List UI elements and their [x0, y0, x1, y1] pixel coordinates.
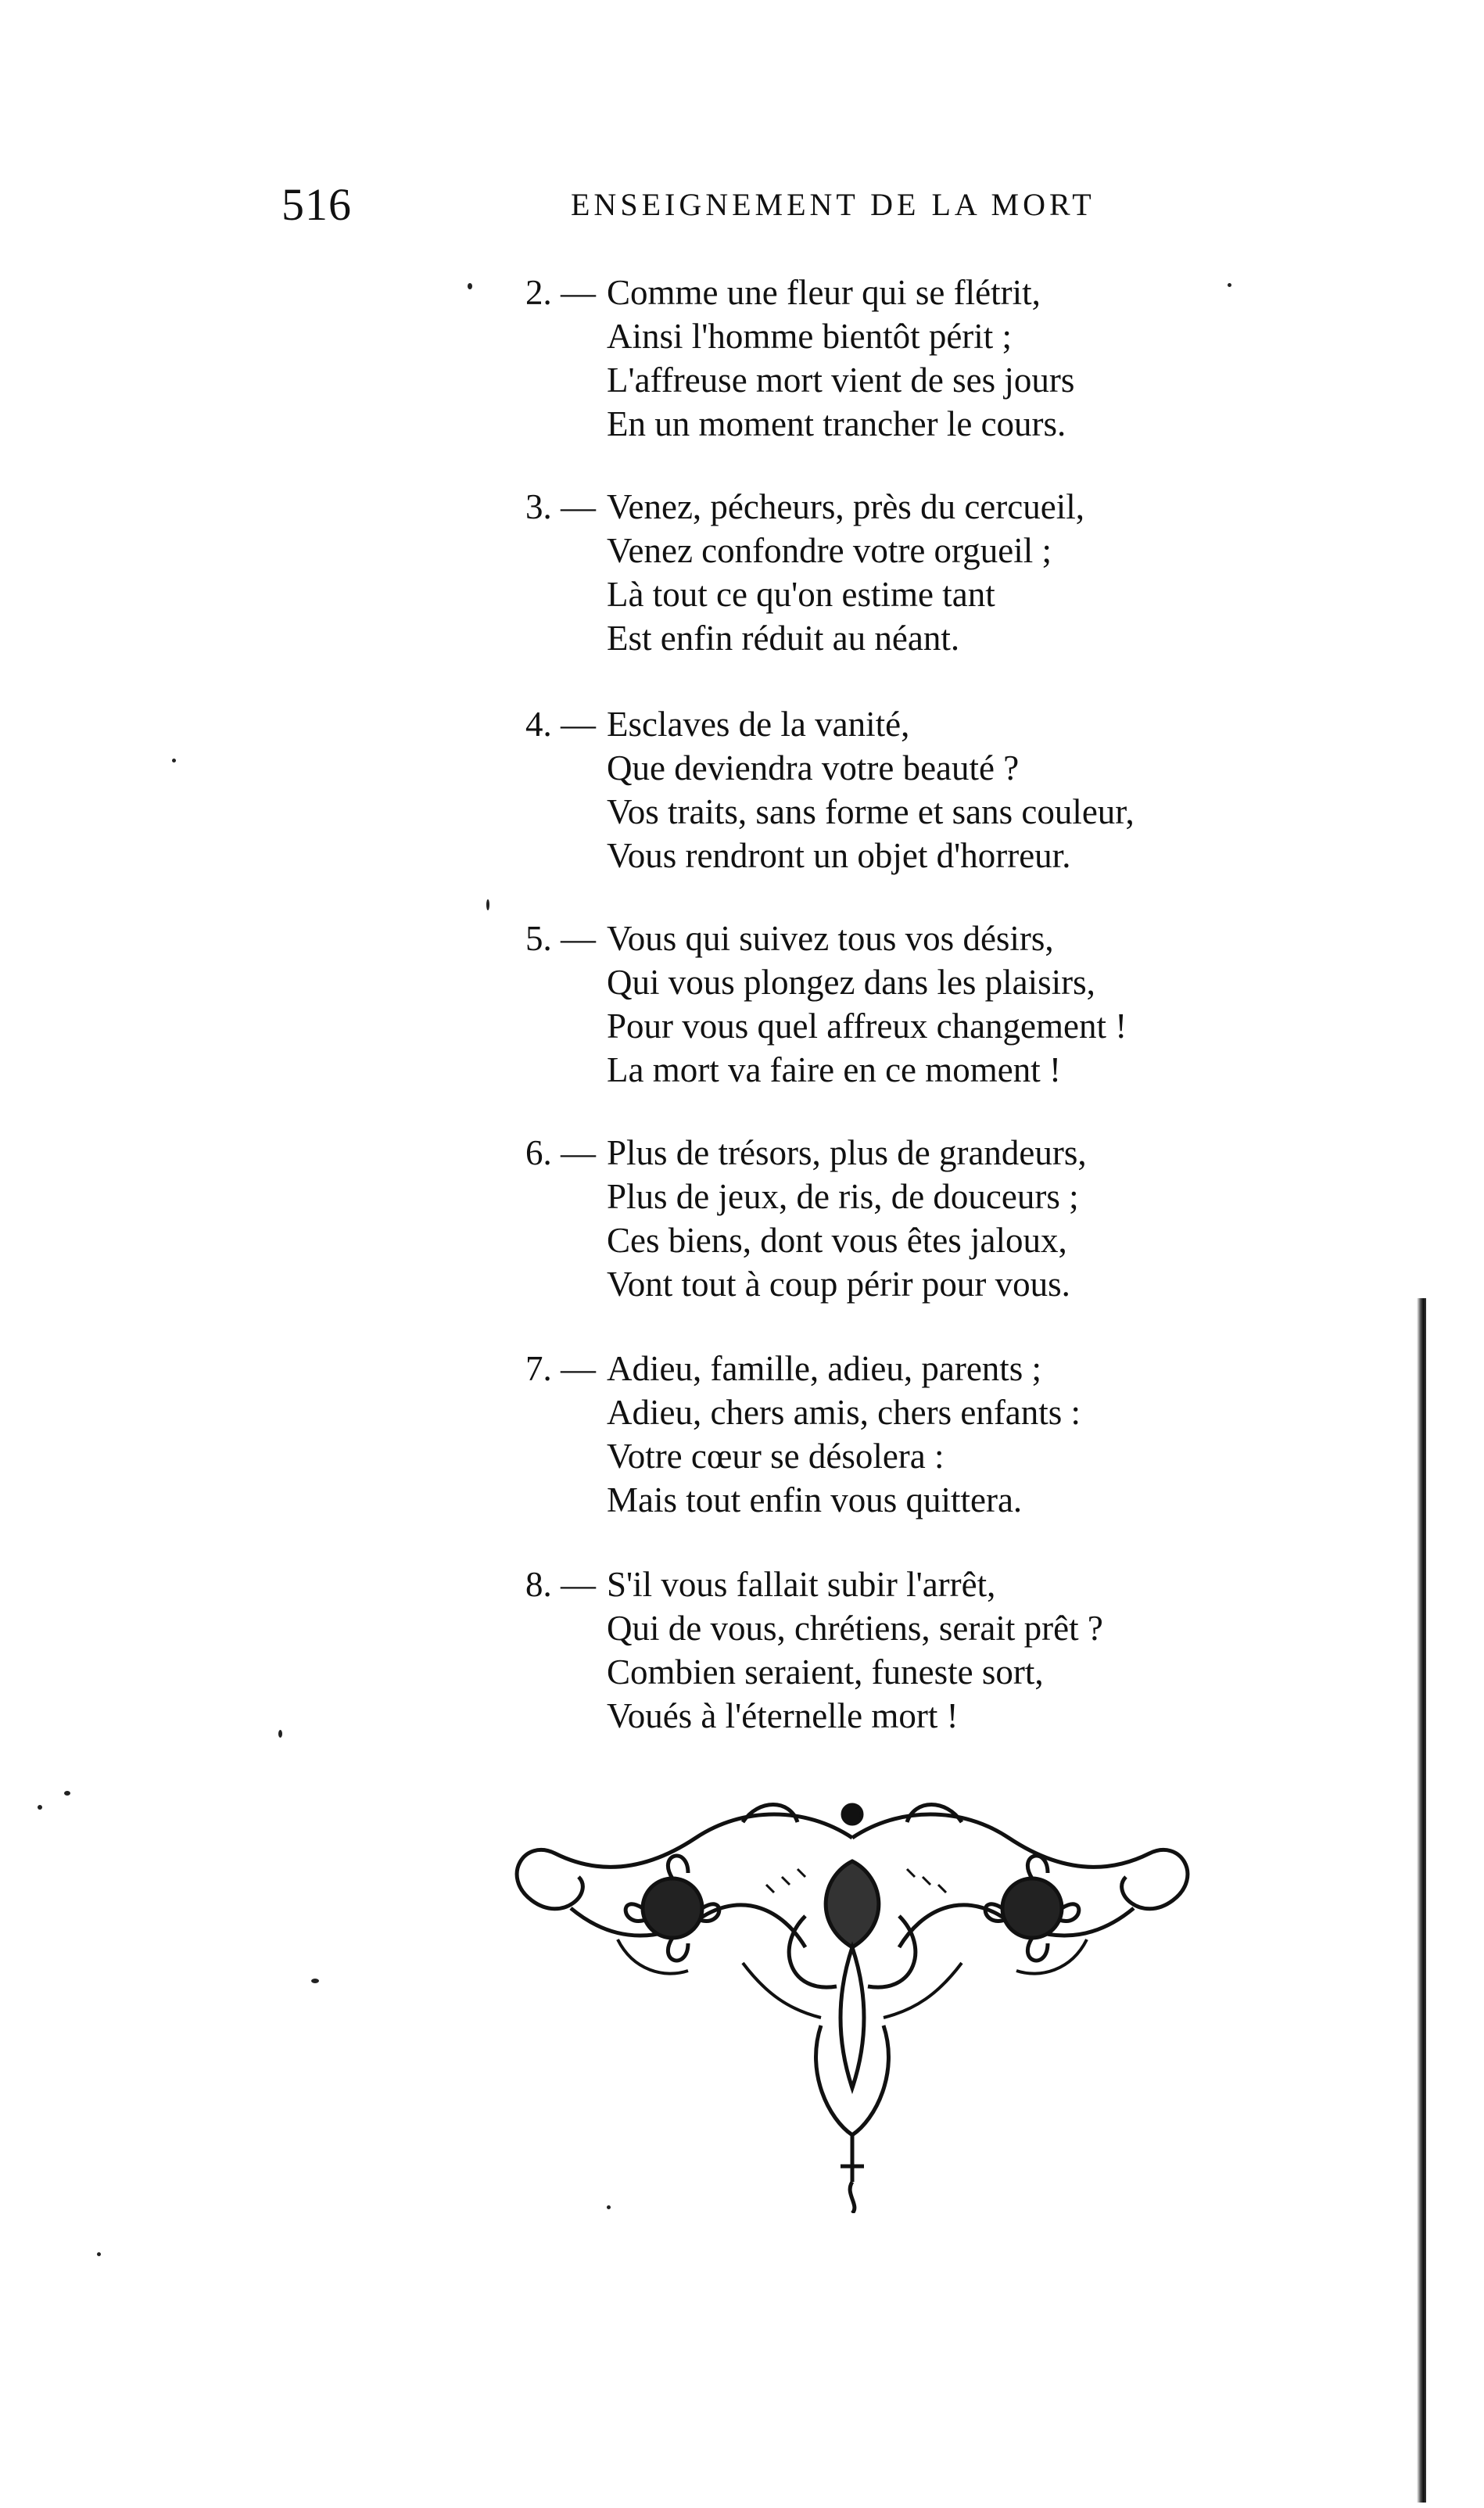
stanza-line: Là tout ce qu'on estime tant: [607, 575, 995, 614]
stanza-2: [525, 271, 1074, 446]
print-speck: [486, 899, 489, 910]
running-title: ENSEIGNEMENT DE LA MORT: [571, 187, 1095, 222]
stanza-line: Mais tout enfin vous quittera.: [607, 1480, 1023, 1520]
print-speck: [97, 2252, 101, 2256]
stanza-6: [525, 1131, 1087, 1306]
stanza-7: [525, 1347, 1081, 1522]
stanza-line: La mort va faire en ce moment !: [607, 1050, 1061, 1089]
stanza-line: Vont tout à coup périr pour vous.: [607, 1265, 1070, 1304]
stanza-line: Qui vous plongez dans les plaisirs,: [607, 963, 1095, 1002]
stanza-number: 4. —: [525, 705, 596, 744]
page-edge-shadow: [1417, 1298, 1426, 2503]
stanza-line: Pour vous quel affreux changement !: [607, 1006, 1127, 1046]
stanza-line: Vous rendront un objet d'horreur.: [607, 836, 1071, 875]
stanza-number: 7. —: [525, 1349, 596, 1388]
stanza-line: Vos traits, sans forme et sans couleur,: [607, 792, 1135, 831]
stanza-line: 6. — Plus de trésors, plus de grandeurs,: [525, 1131, 1087, 1175]
stanza-line: En un moment trancher le cours.: [607, 404, 1066, 443]
print-speck: [38, 1805, 42, 1810]
print-speck: [1228, 283, 1231, 287]
stanza-number: 8. —: [525, 1565, 596, 1604]
stanza-number: 2. —: [525, 273, 596, 312]
stanza-line: 2. — Comme une fleur qui se flétrit,: [525, 271, 1074, 314]
stanza-line: 5. — Vous qui suivez tous vos désirs,: [525, 917, 1127, 960]
floral-tailpiece-ornament-icon: [508, 1791, 1196, 2213]
print-speck: [172, 759, 176, 762]
stanza-line: Adieu, chers amis, chers enfants :: [607, 1393, 1081, 1432]
stanza-line: 8. — S'il vous fallait subir l'arrêt,: [525, 1563, 1103, 1606]
stanza-line: Que deviendra votre beauté ?: [607, 748, 1020, 788]
stanza-8: [525, 1563, 1103, 1738]
stanza-line: 4. — Esclaves de la vanité,: [525, 702, 1135, 746]
stanza-line: Est enfin réduit au néant.: [607, 619, 960, 658]
stanza-line: 7. — Adieu, famille, adieu, parents ;: [525, 1347, 1081, 1390]
stanza-line: Voués à l'éternelle mort !: [607, 1696, 959, 1735]
stanza-line: Ainsi l'homme bientôt périt ;: [607, 317, 1013, 356]
stanza-line: Qui de vous, chrétiens, serait prêt ?: [607, 1609, 1103, 1648]
stanza-number: 3. —: [525, 487, 596, 526]
stanza-number: 6. —: [525, 1133, 596, 1172]
stanza-line: Votre cœur se désolera :: [607, 1437, 945, 1476]
stanza-line: 3. — Venez, pécheurs, près du cercueil,: [525, 485, 1084, 529]
print-speck: [311, 1979, 319, 1983]
stanza-line: Combien seraient, funeste sort,: [607, 1652, 1044, 1692]
print-speck: [607, 2205, 611, 2209]
print-speck: [64, 1791, 70, 1796]
page-number: 516: [281, 179, 352, 230]
stanza-3: [525, 485, 1084, 660]
stanza-line: Plus de jeux, de ris, de douceurs ;: [607, 1177, 1079, 1216]
stanza-line: L'affreuse mort vient de ses jours: [607, 361, 1075, 400]
stanza-4: [525, 702, 1135, 877]
stanza-5: [525, 917, 1127, 1092]
stanza-line: Ces biens, dont vous êtes jaloux,: [607, 1221, 1067, 1260]
print-speck: [278, 1730, 282, 1738]
stanza-number: 5. —: [525, 919, 596, 958]
stanza-line: Venez confondre votre orgueil ;: [607, 531, 1052, 570]
print-speck: [468, 283, 472, 289]
